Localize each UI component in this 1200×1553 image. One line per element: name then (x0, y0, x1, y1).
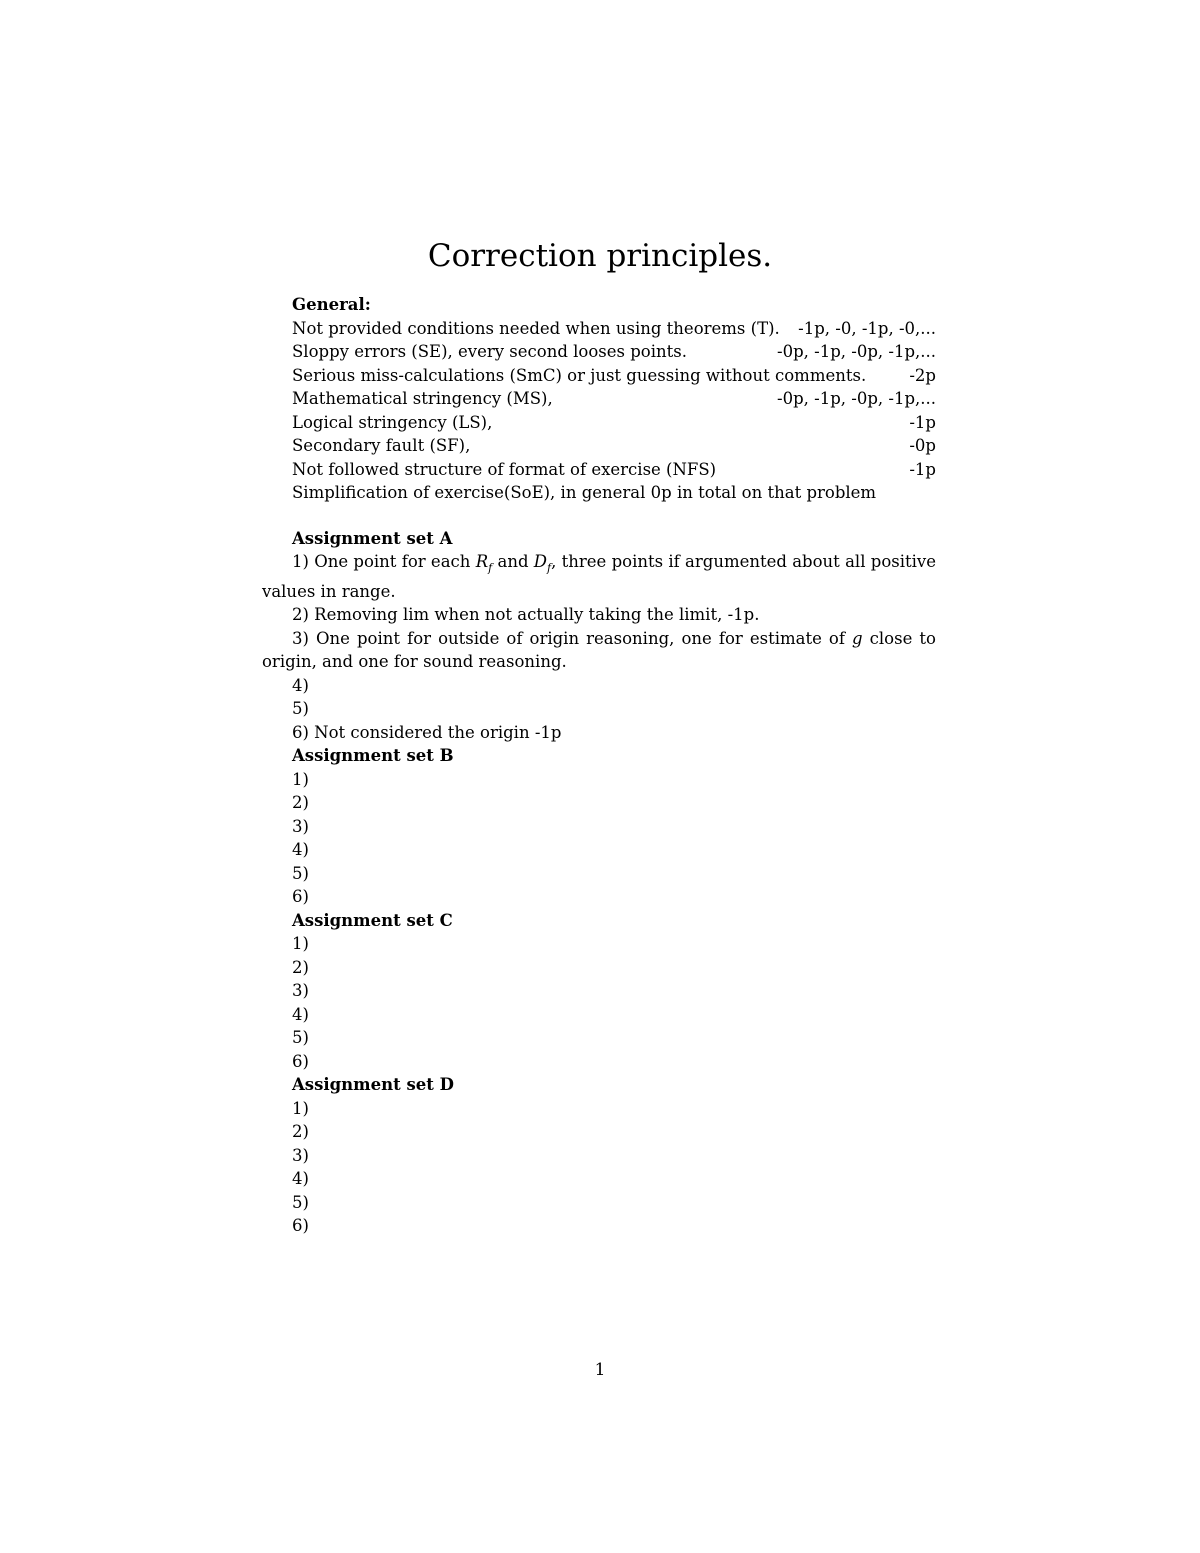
set-b-item: 1) (292, 769, 309, 789)
math-r-subscript: f (488, 561, 493, 575)
rule-penalty: -2p (909, 365, 936, 385)
rule-penalty: -1p, -0, -1p, -0,... (798, 318, 936, 338)
set-c-item: 4) (292, 1004, 309, 1024)
set-c-item: 2) (292, 957, 309, 977)
set-c-item: 5) (292, 1028, 309, 1048)
set-a-item-2: 2) Removing lim when not actually taking the limit, -1p. (292, 605, 760, 625)
set-a-item-1-text: , three points if argumented about all positive values in range. (262, 552, 936, 601)
section-spacer (262, 505, 936, 527)
set-d-item: 6) (292, 1216, 309, 1236)
set-d-item: 2) (292, 1122, 309, 1142)
general-rules (262, 317, 936, 505)
rule-text: Mathematical stringency (MS), (292, 389, 553, 408)
math-d (533, 552, 552, 575)
set-d-item: 4) (292, 1169, 309, 1189)
set-a-item-3 (262, 627, 936, 674)
rule-text: Serious miss-calculations (SmC) or just guessing without comments. (292, 365, 867, 385)
set-b-item: 2) (292, 793, 309, 813)
rule-row (292, 387, 936, 411)
rule-row (292, 364, 936, 388)
set-c-item: 6) (292, 1051, 309, 1071)
rule-row (292, 481, 936, 505)
rule-row (292, 411, 936, 435)
set-a-item-6: 6) Not considered the origin -1p (292, 722, 562, 742)
set-c-item: 3) (292, 981, 309, 1001)
rule-text: Simplification of exercise(SoE), in general 0p in total on that problem (292, 483, 877, 502)
set-c-heading: Assignment set C (292, 910, 453, 930)
rule-row (292, 340, 936, 364)
set-d-item: 3) (292, 1145, 309, 1165)
math-d-subscript: f (547, 561, 552, 575)
math-r (475, 552, 493, 575)
math-r-symbol: R (475, 552, 489, 571)
set-d-item: 1) (292, 1098, 309, 1118)
set-a-item-5: 5) (292, 699, 309, 719)
set-b-heading: Assignment set B (292, 746, 454, 766)
rule-row (292, 458, 936, 482)
set-b-item: 6) (292, 887, 309, 907)
set-a-item-1-text: 1) One point for each (292, 552, 476, 571)
page-number: 1 (594, 1360, 606, 1380)
rule-text: Secondary fault (SF), (292, 436, 471, 455)
rule-penalty: -0p (909, 436, 936, 455)
rule-row (292, 317, 936, 341)
rule-text: Not followed structure of format of exercise (NFS) (292, 459, 717, 479)
rule-text: Logical stringency (LS), (292, 412, 493, 432)
set-a-item-1 (262, 550, 936, 603)
rule-text: Sloppy errors (SE), every second looses points. (292, 342, 687, 361)
set-d-item: 5) (292, 1192, 309, 1212)
set-b-item: 4) (292, 840, 309, 860)
rule-penalty: -1p (909, 412, 936, 432)
rule-penalty: -0p, -1p, -0p, -1p,... (777, 342, 936, 361)
set-a-item-3-text: 3) One point for outside of origin reasoning, one for estimate of (292, 628, 853, 648)
set-b-item: 5) (292, 863, 309, 883)
set-b-item: 3) (292, 816, 309, 836)
set-d-heading: Assignment set D (292, 1075, 454, 1095)
rule-text: Not provided conditions needed when using theorems (T). (292, 318, 780, 338)
page-title: Correction principles. (427, 238, 773, 274)
rule-penalty: -1p (909, 459, 936, 479)
set-a-item-1-text: and (492, 552, 534, 571)
math-g: g (852, 628, 863, 648)
set-a-heading: Assignment set A (292, 528, 453, 548)
set-c-item: 1) (292, 934, 309, 954)
set-a-item-3-text: close to origin, and one for sound reasoning. (262, 628, 936, 672)
rule-row (292, 434, 936, 458)
general-heading: General: (292, 295, 371, 314)
math-d-symbol: D (533, 552, 548, 571)
rule-penalty: -0p, -1p, -0p, -1p,... (777, 389, 936, 408)
set-a-item-4: 4) (292, 675, 309, 695)
document-body (262, 293, 936, 1238)
